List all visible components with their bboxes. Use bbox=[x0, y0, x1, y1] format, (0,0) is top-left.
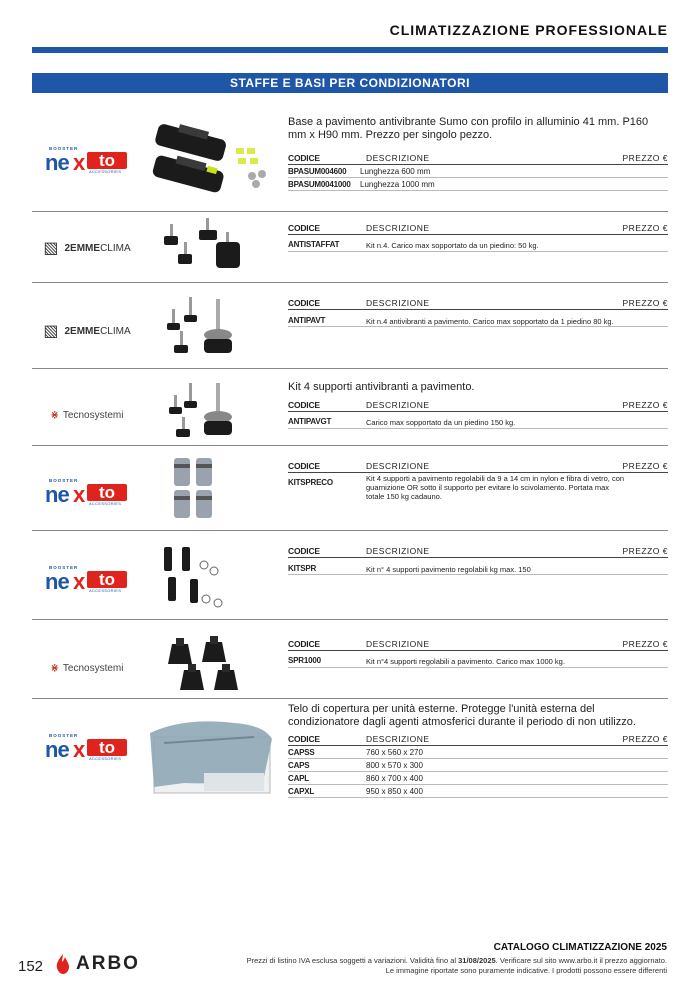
brand-logo-2emmeclima: ▧ 2EMMECLIMA bbox=[43, 240, 131, 257]
header-rule bbox=[32, 47, 668, 53]
arbo-logo: ARBO bbox=[54, 953, 140, 975]
table-row: KITSPR Kit n° 4 supporti pavimento regolabili kg max. 150 bbox=[288, 558, 668, 575]
brand-logo-tecnosystemi: ⋇ Tecnosystemi bbox=[50, 663, 124, 674]
table-row: CAPL 860 x 700 x 400 bbox=[288, 772, 668, 785]
product-table: CODICE DESCRIZIONE PREZZO € KITSPRECO Kit 4 supporti a pavimento regolabili da 9 a 14 cm in nylon e fibra di vetro, con guarnizione OR sotto il supporto per evitare lo scivolamento. Portata max totale 150 kg cadauno. bbox=[288, 461, 668, 501]
product-table: CODICE DESCRIZIONE PREZZO € ANTISTAFFAT Kit n.4. Carico max sopportato da un piedino: 50 kg. bbox=[288, 223, 668, 250]
product-table: CODICE DESCRIZIONE PREZZO € BPASUM004600 Lunghezza 600 mm BPASUM0041000 Lunghezza 1000 mm bbox=[288, 153, 668, 189]
table-row: SPR1000 Kit n°4 supporti regolabili a pavimento. Carico max 1000 kg. bbox=[288, 651, 668, 668]
product-table: CODICE DESCRIZIONE PREZZO € KITSPR Kit n° 4 supporti pavimento regolabili kg max. 150 bbox=[288, 546, 668, 574]
brand-logo-2emmeclima: ▧ 2EMMECLIMA bbox=[43, 323, 131, 340]
brand-logo-nexto: BOOSTER ne x to ACCESSORIES bbox=[32, 146, 142, 179]
catalog-section-title: CLIMATIZZAZIONE PROFESSIONALE bbox=[389, 22, 668, 38]
product-block-antipavgt bbox=[32, 369, 668, 445]
table-row: BPASUM004600 Lunghezza 600 mm bbox=[288, 165, 668, 178]
product-image-antivibration-feet bbox=[144, 214, 284, 280]
brand-logo-nexto: BOOSTER ne x to ACCESSORIES bbox=[32, 478, 142, 511]
product-image-outdoor-unit-cover bbox=[144, 713, 284, 805]
product-block-antipavt bbox=[32, 283, 668, 368]
product-table: CODICE DESCRIZIONE PREZZO € CAPSS 760 x 560 x 270 CAPS 800 x 570 x 300 CAPL 860 x 700 x 400 CAPXL 950 x 850 x 400 bbox=[288, 734, 668, 796]
table-row: CAPS 800 x 570 x 300 bbox=[288, 759, 668, 772]
table-row: CAPSS 760 x 560 x 270 bbox=[288, 746, 668, 759]
brand-logo-tecnosystemi: ⋇ Tecnosystemi bbox=[50, 410, 124, 421]
product-table: CODICE DESCRIZIONE PREZZO € ANTIPAVGT Carico max sopportato da un piedino 150 kg. bbox=[288, 400, 668, 427]
product-block-kitspr bbox=[32, 531, 668, 619]
table-row: KITSPRECO Kit 4 supporti a pavimento regolabili da 9 a 14 cm in nylon e fibra di vetro, con guarnizione OR sotto il supporto per evitare lo scivolamento. Portata max totale 150 kg cadauno. bbox=[288, 474, 625, 501]
product-image-antivibration-feet bbox=[144, 379, 284, 443]
product-block-antistaffat bbox=[32, 212, 668, 282]
product-block-sumo bbox=[32, 110, 668, 210]
brand-logo-nexto: BOOSTER ne x to ACCESSORIES bbox=[32, 565, 142, 598]
product-table: CODICE DESCRIZIONE PREZZO € SPR1000 Kit n°4 supporti regolabili a pavimento. Carico max 1000 kg. bbox=[288, 639, 668, 666]
product-table: CODICE DESCRIZIONE PREZZO € ANTIPAVT Kit n.4 antivibranti a pavimento. Carico max sopportato da 1 piedino 80 kg. bbox=[288, 298, 668, 326]
table-row: CAPXL 950 x 850 x 400 bbox=[288, 785, 668, 798]
table-row: ANTIPAVT Kit n.4 antivibranti a pavimento. Carico max sopportato da 1 piedino 80 kg. bbox=[288, 310, 668, 327]
table-row: ANTISTAFFAT Kit n.4. Carico max sopportato da un piedino: 50 kg. bbox=[288, 235, 668, 252]
table-row: ANTIPAVGT Carico max sopportato da un piedino 150 kg. bbox=[288, 412, 668, 429]
product-image-adjustable-supports bbox=[144, 454, 284, 526]
product-image-adjustable-supports bbox=[144, 543, 284, 613]
product-block-capss bbox=[32, 699, 668, 811]
brand-logo-nexto: BOOSTER ne x to ACCESSORIES bbox=[32, 733, 142, 766]
product-image-antivibration-feet bbox=[144, 291, 284, 363]
price-disclaimer: Prezzi di listino IVA esclusa soggetti a variazioni. Validità fino al 31/08/2025. Verificare sul sito www.arbo.it il prezzo aggiornato. bbox=[246, 956, 667, 965]
catalog-title: CATALOGO CLIMATIZZAZIONE 2025 bbox=[493, 942, 667, 953]
product-block-spr1000 bbox=[32, 620, 668, 698]
image-disclaimer: Le immagine riportate sono puramente indicative. I prodotti possono essere differenti bbox=[385, 966, 667, 975]
product-description: Kit 4 supporti antivibranti a pavimento. bbox=[288, 381, 475, 393]
product-description: Telo di copertura per unità esterne. Protegge l'unità esterna del condizionatore dagli agenti atmosferici durante il periodo di non utilizzo. bbox=[288, 703, 636, 728]
page-number: 152 bbox=[18, 958, 44, 975]
table-row: BPASUM0041000 Lunghezza 1000 mm bbox=[288, 178, 668, 191]
product-block-kitspreco bbox=[32, 446, 668, 530]
product-image-heavy-supports bbox=[144, 630, 284, 696]
product-image-sumo-base bbox=[144, 118, 284, 208]
section-heading: STAFFE E BASI PER CONDIZIONATORI bbox=[32, 73, 668, 93]
product-description: Base a pavimento antivibrante Sumo con profilo in alluminio 41 mm. P160 mm x H90 mm. Prezzo per singolo pezzo. bbox=[288, 116, 649, 141]
flame-icon bbox=[54, 953, 72, 975]
